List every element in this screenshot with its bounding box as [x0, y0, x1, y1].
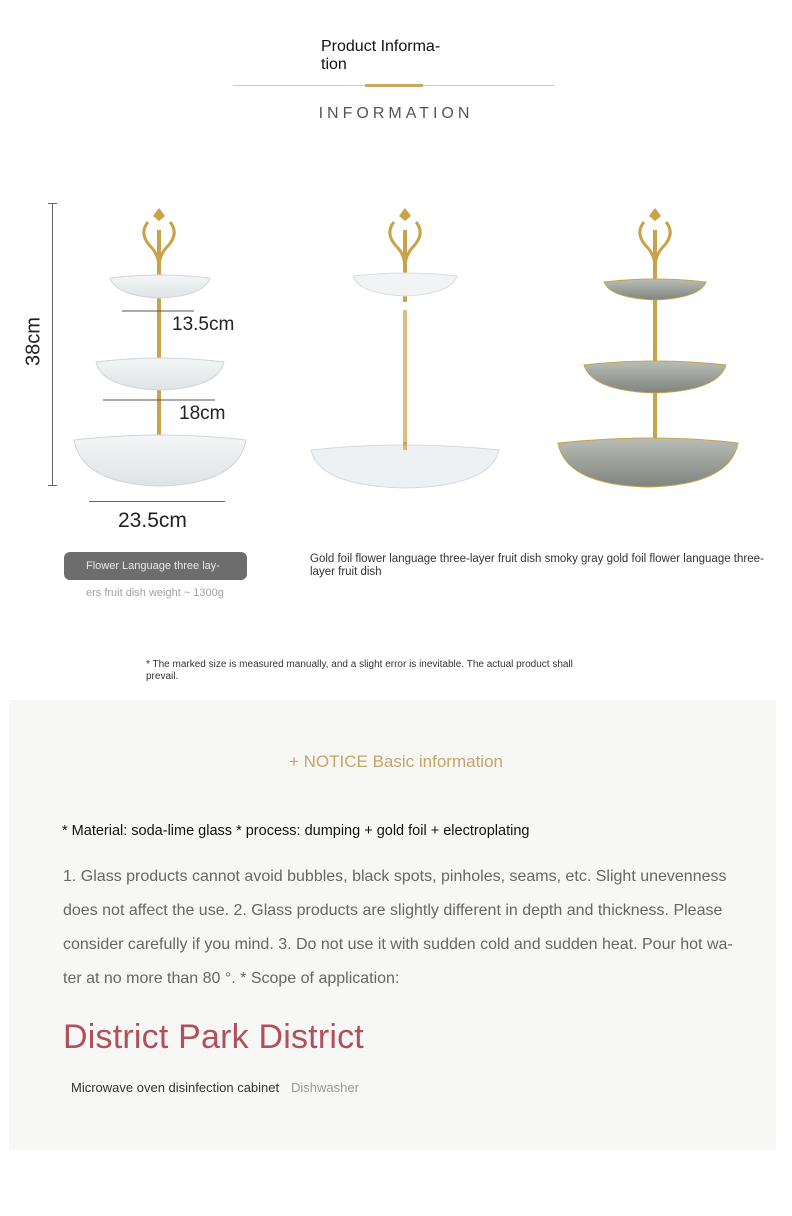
caption-pill: Flower Language three lay- — [64, 552, 247, 580]
measurement-note: * The marked size is measured manually, and a slight error is inevitable. The actual product shall prevail. — [146, 659, 573, 682]
height-dimension-tick-bottom — [48, 485, 57, 486]
clear-stand-2-illustration — [305, 200, 505, 495]
material-line: * Material: soda-lime glass * process: dumping + gold foil + electroplating — [62, 823, 530, 839]
section-title: Product Informa- tion — [321, 38, 441, 73]
application-label-dishwasher: Dishwasher — [291, 1080, 359, 1095]
product-image-clear-stand-2 — [305, 200, 505, 495]
clear-stand-illustration — [60, 200, 260, 495]
top-tier-dimension: 13.5cm — [172, 314, 235, 335]
bottom-tier-dimension: 23.5cm — [118, 509, 187, 532]
application-scope-heading: District Park District — [63, 1018, 364, 1056]
height-dimension-label: 38cm — [22, 317, 45, 366]
application-label-microwave: Microwave oven disinfection cabinet — [71, 1080, 280, 1095]
bottom-dimension-line — [89, 501, 225, 502]
title-accent-bar — [365, 84, 423, 87]
smoky-stand-illustration — [552, 200, 752, 495]
section-subtitle: INFORMATION — [318, 105, 474, 122]
height-dimension-tick-top — [48, 203, 57, 204]
middle-tier-dimension: 18cm — [179, 403, 226, 424]
caption-weight: ers fruit dish weight ~ 1300g — [86, 587, 224, 599]
notice-title: + NOTICE Basic information — [289, 752, 503, 771]
product-image-clear-stand — [60, 200, 260, 495]
product-image-smoky-stand — [552, 200, 752, 495]
caption-variants: Gold foil flower language three-layer fruit dish smoky gray gold foil flower language three-layer fruit dish — [310, 553, 764, 578]
notice-paragraph: 1. Glass products cannot avoid bubbles, black spots, pinholes, seams, etc. Slight unevenness does not affect the use. 2. Glass products are slightly different in depth and thickness. Please consider carefully if you mind. 3. Do not use it with sudden cold and sudden heat. Pour hot wa-ter at no more than 80 °. * Scope of application: — [63, 868, 733, 987]
